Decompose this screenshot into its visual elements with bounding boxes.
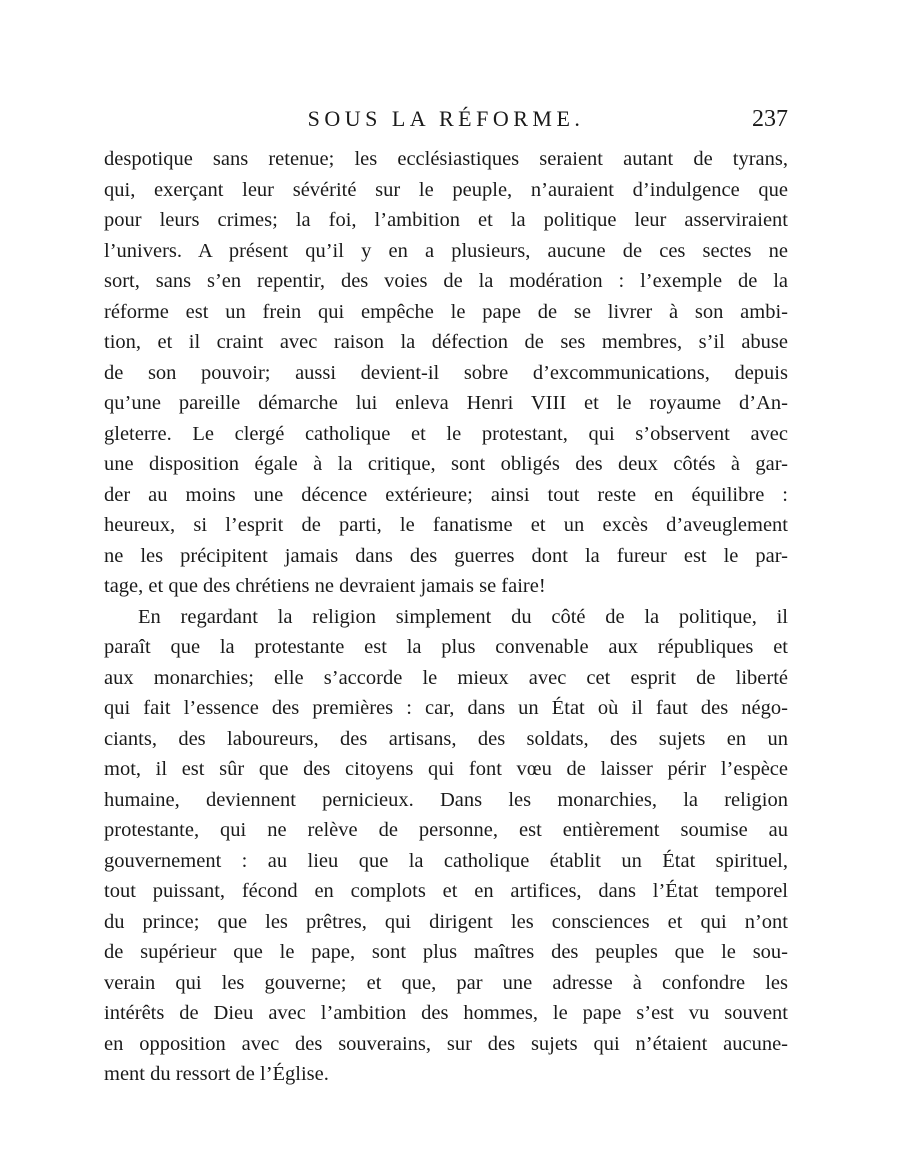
body-text — [104, 144, 788, 1090]
text-line: réforme est un frein qui empêche le pape de se livrer à son ambi- — [104, 300, 788, 323]
page-number: 237 — [752, 106, 788, 132]
text-line: paraît que la protestante est la plus convenable aux républiques et — [104, 636, 788, 658]
paragraph — [104, 144, 788, 602]
paragraph — [104, 602, 788, 1090]
text-line: du prince; que les prêtres, qui dirigent les consciences et qui n’ont — [104, 910, 788, 933]
text-line: tion, et il craint avec raison la défection de ses membres, s’il abuse — [104, 331, 788, 353]
text-line: heureux, si l’esprit de parti, le fanatisme et un excès d’aveuglement — [104, 514, 788, 536]
text-line: aux monarchies; elle s’accorde le mieux avec cet esprit de liberté — [104, 666, 788, 689]
text-line: sort, sans s’en repentir, des voies de la modération : l’exemple de la — [104, 270, 788, 292]
text-line: despotique sans retenue; les ecclésiastiques seraient autant de tyrans, — [104, 148, 788, 170]
text-line: qu’une pareille démarche lui enleva Henri VIII et le royaume d’An- — [104, 392, 788, 414]
running-head — [104, 104, 788, 134]
text-line: verain qui les gouverne; et que, par une adresse à confondre les — [104, 971, 788, 994]
text-line: pour leurs crimes; la foi, l’ambition et la politique leur asserviraient — [104, 209, 788, 231]
text-line: humaine, deviennent pernicieux. Dans les monarchies, la religion — [104, 788, 788, 811]
text-line: En regardant la religion simplement du côté de la politique, il — [138, 605, 788, 628]
text-line: qui fait l’essence des premières : car, dans un État où il faut des négo- — [104, 697, 788, 719]
text-line: intérêts de Dieu avec l’ambition des hommes, le pape s’est vu souvent — [104, 1002, 788, 1024]
text-line: une disposition égale à la critique, sont obligés des deux côtés à gar- — [104, 453, 788, 475]
text-line: protestante, qui ne relève de personne, est entièrement soumise au — [104, 819, 788, 841]
text-line: de supérieur que le pape, sont plus maîtres des peuples que le sou- — [104, 941, 788, 963]
text-line: tage, et que des chrétiens ne devraient jamais se faire! — [104, 575, 546, 597]
running-title: SOUS LA RÉFORME. — [307, 106, 585, 131]
text-line: mot, il est sûr que des citoyens qui font vœu de laisser périr l’espèce — [104, 758, 788, 780]
text-line: qui, exerçant leur sévérité sur le peuple, n’auraient d’indulgence que — [104, 178, 788, 201]
text-line: ciants, des laboureurs, des artisans, des soldats, des sujets en un — [104, 727, 788, 750]
text-line: tout puissant, fécond en complots et en artifices, dans l’État temporel — [104, 880, 788, 902]
text-line: gleterre. Le clergé catholique et le protestant, qui s’observent avec — [104, 422, 788, 445]
text-line: gouvernement : au lieu que la catholique établit un État spirituel, — [104, 849, 788, 872]
text-line: de son pouvoir; aussi devient-il sobre d’excommunications, depuis — [104, 361, 788, 384]
text-line: en opposition avec des souverains, sur des sujets qui n’étaient aucune- — [104, 1032, 788, 1055]
text-line: der au moins une décence extérieure; ainsi tout reste en équilibre : — [104, 483, 788, 506]
text-line: l’univers. A présent qu’il y en a plusieurs, aucune de ces sectes ne — [104, 239, 788, 262]
text-line: ment du ressort de l’Église. — [104, 1063, 329, 1085]
text-line: ne les précipitent jamais dans des guerres dont la fureur est le par- — [104, 544, 788, 567]
